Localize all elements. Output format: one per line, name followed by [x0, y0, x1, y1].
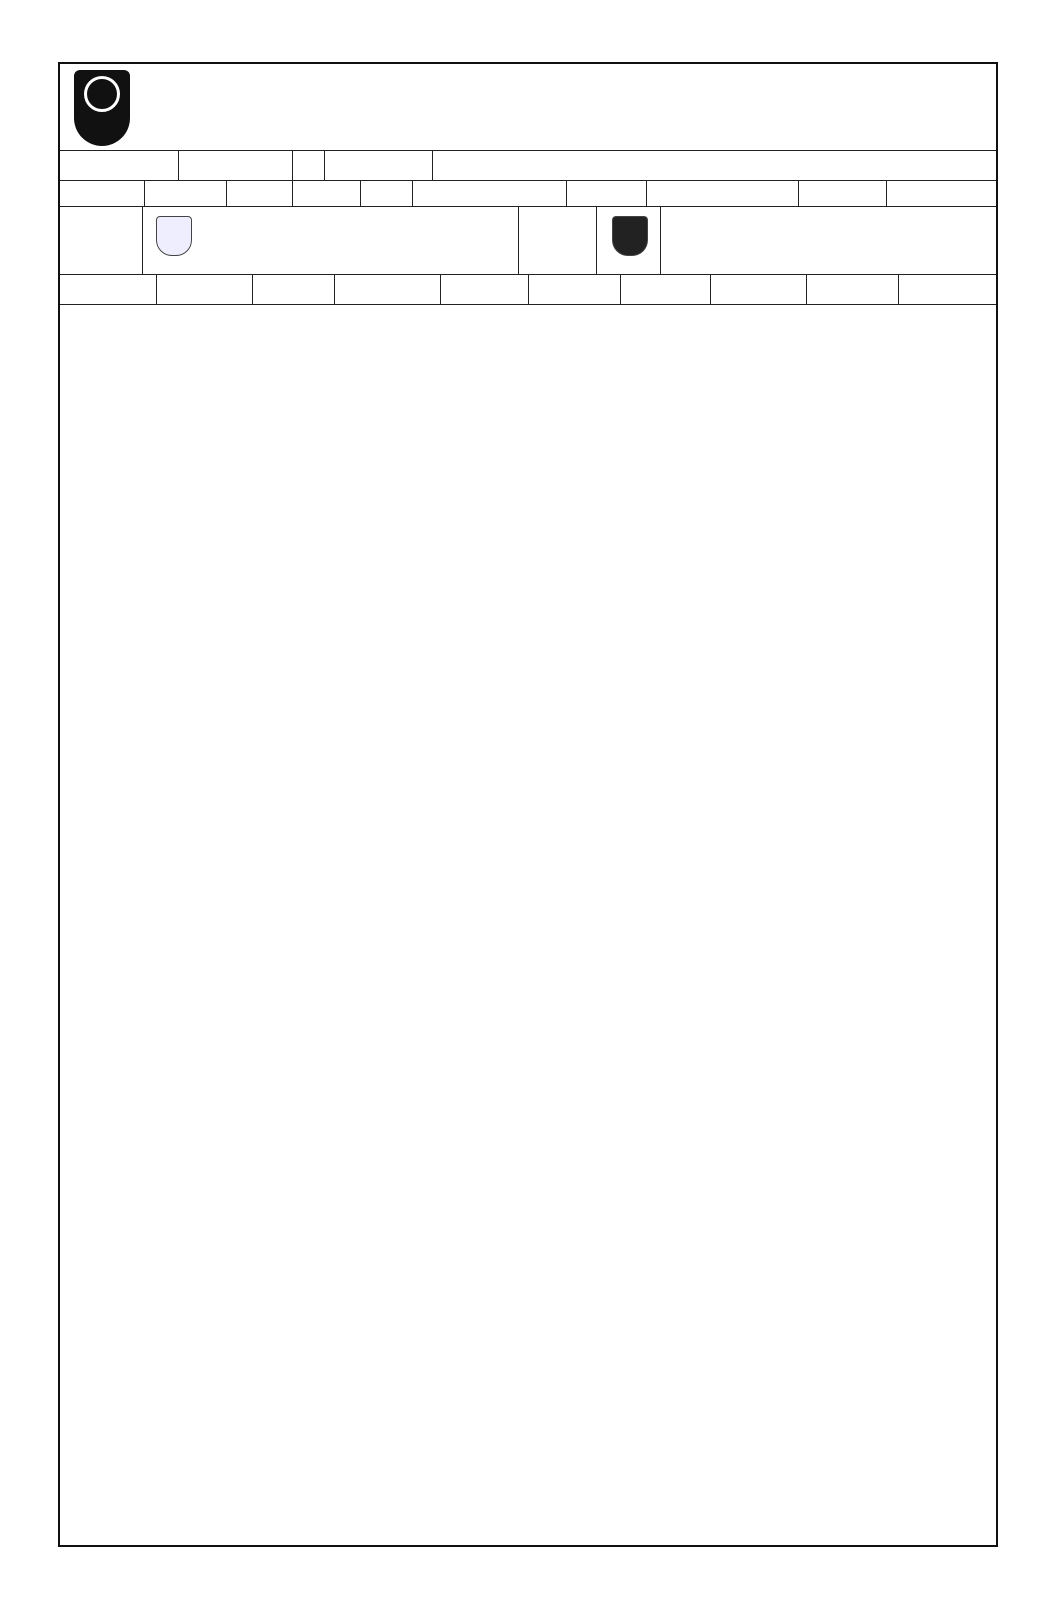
federation-logo — [74, 70, 130, 146]
officials-footer — [60, 1359, 996, 1545]
handball-icon — [84, 76, 120, 112]
team-b-crest — [612, 216, 648, 256]
team-a-crest — [156, 216, 192, 256]
match-report-sheet — [58, 62, 998, 1547]
score-progress-table — [806, 370, 996, 1010]
